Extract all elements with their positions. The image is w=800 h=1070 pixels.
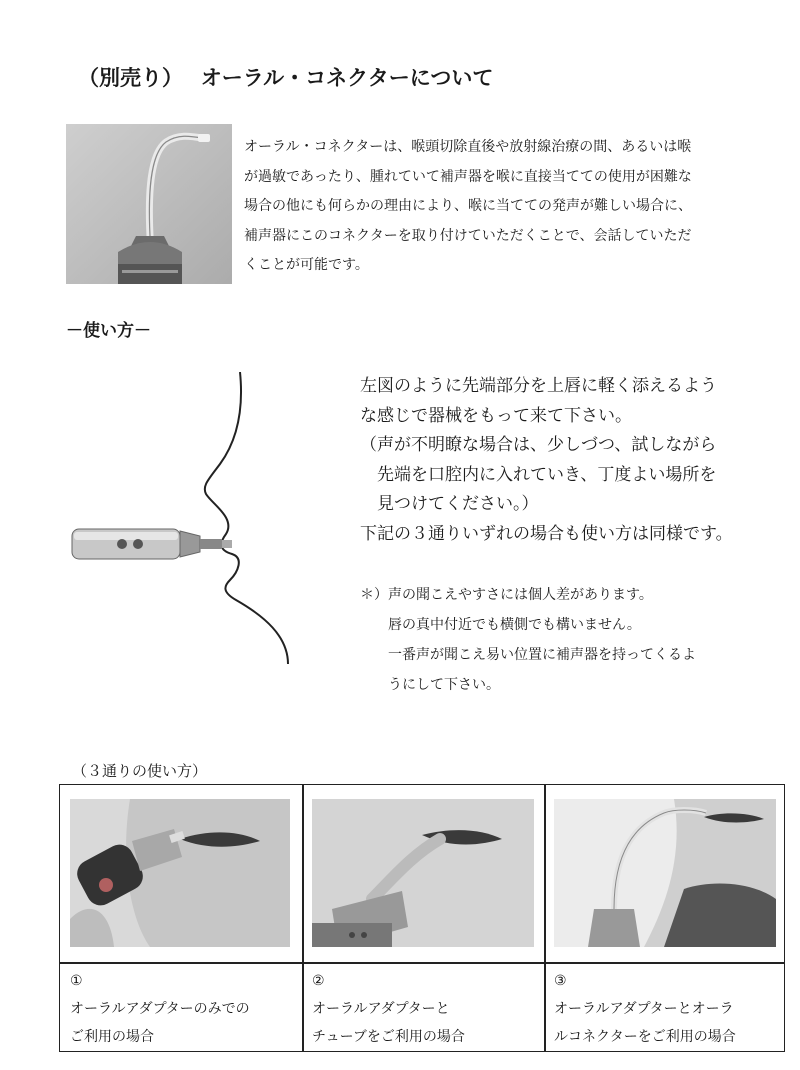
way-number: ③: [554, 973, 567, 989]
usage-line: 先端を口腔内に入れていき、丁度よい場所を: [360, 464, 717, 485]
intro-line: くことが可能です。: [244, 257, 369, 273]
note-line: 唇の真中付近でも横側でも構いません。: [360, 617, 641, 633]
usage-line: 下記の３通りいずれの場合も使い方は同様です。: [360, 523, 733, 544]
way-line: チューブをご利用の場合: [312, 1029, 465, 1045]
way-item-1: [70, 967, 250, 1051]
way-line: オーラルアダプターとオーラ: [554, 1001, 734, 1017]
intro-text: [244, 133, 784, 281]
intro-line: が過敏であったり、腫れていて補声器を喉に直接当てての使用が困難な: [244, 168, 692, 185]
voice-device-icon: [72, 529, 232, 559]
note-line: ＊）声の聞こえやすさには個人差があります。: [360, 587, 653, 603]
usage-note: [360, 580, 696, 700]
way-item-2: [312, 967, 465, 1051]
note-line: うにして下さい。: [360, 677, 500, 693]
way-line: オーラルアダプターと: [312, 1001, 450, 1017]
page-title: （別売り） オーラル・コネクターについて: [78, 66, 494, 90]
usage-line: な感じで器械をもって来て下さい。: [360, 405, 632, 426]
usage-line: 見つけてください。）: [360, 494, 539, 514]
usage-line: （声が不明瞭な場合は、少しづつ、試しながら: [360, 435, 717, 455]
intro-line: 補声器にこのコネクターを取り付けていただくことで、会話していただ: [244, 227, 692, 244]
oral-connector-photo: [66, 124, 232, 284]
table-divider: [60, 962, 784, 964]
way-number: ①: [70, 973, 83, 989]
intro-line: オーラル・コネクターは、喉頭切除直後や放射線治療の間、あるいは喉: [244, 139, 692, 155]
table-divider: [302, 785, 304, 1051]
ways-caption: （３通りの使い方）: [72, 762, 208, 780]
usage-photo-adapter-connector: [554, 799, 776, 947]
usage-photo-adapter-only: [70, 799, 290, 947]
usage-heading: －使い方－: [66, 321, 151, 341]
usage-line: 左図のように先端部分を上唇に軽く添えるよう: [360, 376, 717, 396]
way-line: ルコネクターをご利用の場合: [554, 1029, 736, 1045]
intro-line: 場合の他にも何らかの理由により、喉に当てての発声が難しい場合に、: [244, 198, 692, 214]
ways-table: [59, 784, 785, 1052]
table-divider: [544, 785, 546, 1051]
way-item-3: [554, 967, 736, 1051]
usage-diagram: [60, 372, 310, 664]
usage-instructions: [360, 372, 733, 549]
face-profile-line: [205, 372, 288, 664]
way-line: オーラルアダプターのみでの: [70, 1001, 250, 1017]
usage-photo-adapter-tube: [312, 799, 534, 947]
way-number: ②: [312, 973, 325, 989]
note-line: 一番声が聞こえ易い位置に補声器を持ってくるよ: [360, 647, 696, 663]
way-line: ご利用の場合: [70, 1029, 154, 1045]
